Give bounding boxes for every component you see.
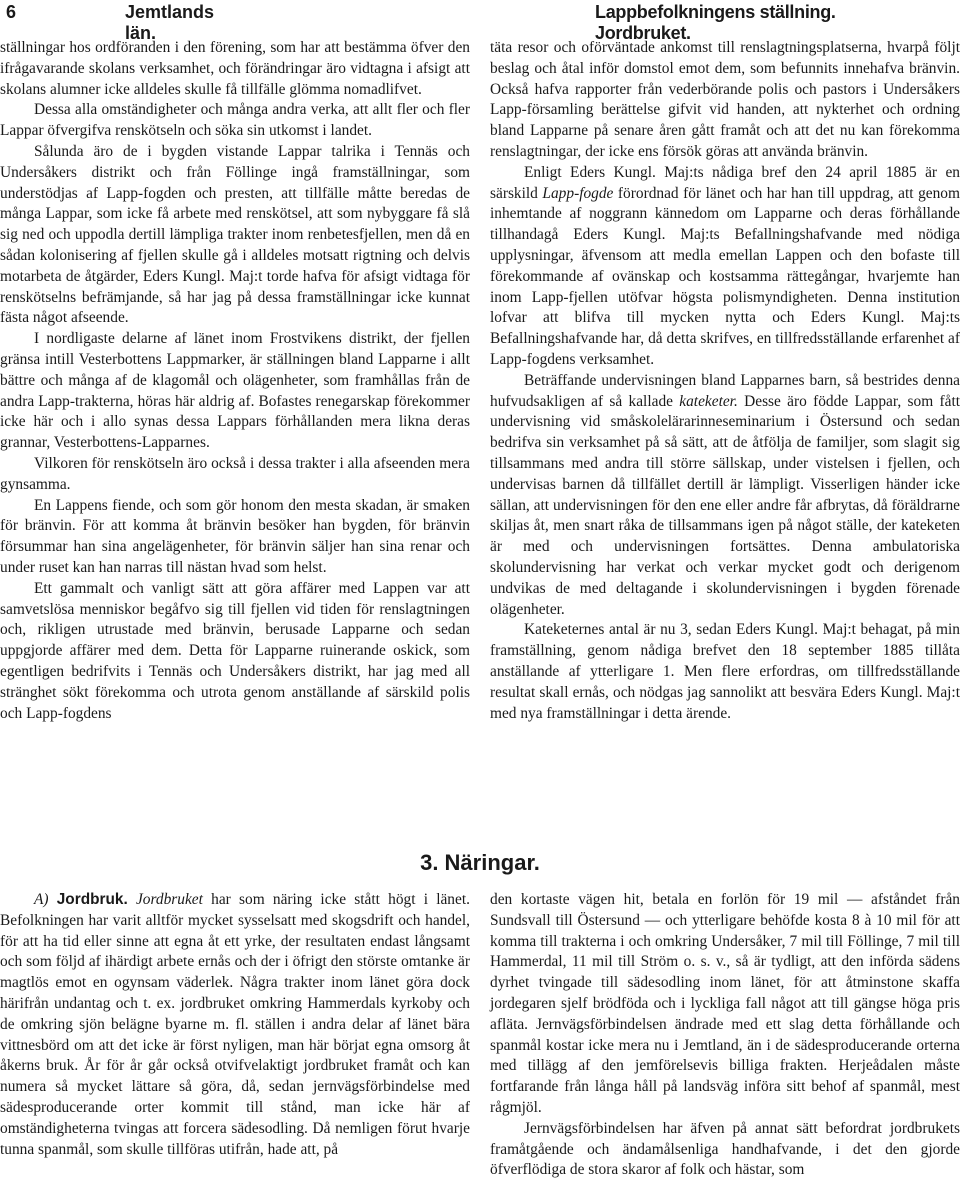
text-run: Beträffande undervisningen bland Lapparnes barn, så bestrides denna hufvudsakligen af så kallade (490, 371, 960, 410)
running-title-left: Jemtlands län. (125, 2, 215, 43)
text-run: har som näring icke stått högt i länet. Befolkningen har varit alltför mycket sysselsatt med skogsdrift och handel, för att ha tid eller sinne att egna åt ett yrke, der resultaten endast långsamt och som följd af ihärdigt arbete ernås och der i öfrigt den störste omtanke är magtlös emot en ogynsam väderlek. Några trakter inom länet göra dock härifrån undantag och t. ex. jordbruket omkring Hammerdals kyrkoby och de omkring sjön belägne byarne m. fl. ställen i andra delar af länet bära vittnesbörd om att det icke är först nyligen, man här börjat egna omsorg åt åkerns bruk. År för år går också otvifvelaktigt jordbruket framåt och kan numera så mycket lättare så göra, då, sedan jernvägsförbindelse med sädesproducerande orter kommit till stånd, man icke här af omständigheterna tvingas att forcera sädesodling. Då nemligen förut hvarje tunna spanmål, som skulle tillföras utifrån, hade att, på (0, 891, 470, 1158)
paragraph: Jernvägsförbindelsen har äfven på annat sätt befordrat jordbrukets framåtgående och ändamålsenliga handhafvande, i det den gjorde öfverflödiga de stora skaror af folk och hästar, som (490, 1119, 960, 1179)
paragraph: Sålunda äro de i bygden vistande Lappar talrika i Tennäs och Undersåkers distrikt och från Föllinge ingå framställningar, som understödjas af Lapp-fogden och presten, att tillfälle måtte beredas de många Lappar, som icke få arbete med renskötsel, att som nybyggare få slå sig ned och uppodla dertill lämpliga trakter inom renbetesfjellen, men då en sådan kolonisering af fjellen skulle gå i alldeles motsatt rigtning och delvis motarbeta de åtgärder, Eders Kungl. Maj:t torde hafva för afsigt vidtaga för renskötselns befrämjande, så har jag på dessa framställningar icke kunnat fästa något afseende. (0, 142, 470, 327)
paragraph: den kortaste vägen hit, betala en forlön för 19 mil — afståndet från Sundsvall till Östersund — och ytterligare behöfde kosta 8 à 10 mil för att komma till trakterna i och omkring Undersåker, 7 mil till Föllinge, 7 mil till Hammerdal, 11 mil till Ström o. s. v., så är tydligt, att den införda sädens dyrhet tvingade till sädesodling inom länet, för att åtminstone skaffa jordegaren sjelf brödföda och i lyckliga fall något att till gängse höga pris afläta. Jernvägsförbindelsen ändrade med ett slag detta förhållande och spanmål kostar icke mera nu i Jemtland, än i de sädesproducerande orterna med tillägg af den jemförelsevis billiga frakten. Herjeådalen måste fortfarande från långa håll på landsväg införa sitt behof af spanmål, mest rågmjöl. (490, 891, 960, 1116)
lower-right-column (490, 890, 960, 1181)
paragraph: täta resor och oförväntade ankomst till renslagtningsplatserna, hvarpå följt beslag och åtal inför domstol emot dem, som befunnits innehafva bränvin. Också hafva rapporter från vederbörande polis och pastors i Undersåkers Lapp-församling berättelse gifvit vid handen, att nykterhet och ordning bland Lapparne på senare åren gått framåt och att det nu kan förekomma renslagtningar, der icke ens försök göras att använda bränvin. (490, 39, 960, 160)
subsection-heading: Jordbruk. (56, 891, 128, 908)
paragraph (490, 163, 960, 371)
text-run: förordnad för länet och har han till uppdrag, att genom inhemtande af noggrann kännedom om Lapparne och deras förhållande tillhandagå Eders Kungl. Maj:ts Befallningshafvande med nödiga upplysningar, äfvensom att medla emellan Lappen och den bofaste till förekommande af ovänskap och kostsamma rättegångar, hvarjemte han inom Lapp-fjellen utöfvar högsta polismyndigheten. Denna institution lofvar att blifva till mycken nytta och Eders Kungl. Maj:ts Befallningshafvande har, då detta skrifves, en tillfredsställande erfarenhet af Lapp-fogdens verksamhet. (490, 184, 960, 368)
paragraph: Vilkoren för renskötseln äro också i dessa trakter i alla afseenden mera gynsamma. (0, 454, 470, 493)
paragraph: ställningar hos ordföranden i den förening, som har att bestämma öfver den ifrågavarande skolans verksamhet, och förändringar äro vidtagna i afsigt att skolans alumner icke alldeles skulle få tillfälle glömma nomadlifvet. (0, 39, 470, 98)
paragraph (0, 890, 470, 1160)
paragraph: Ett gammalt och vanligt sätt att göra affärer med Lappen var att samvetslösa menniskor begåfvo sig till fjellen vid tiden för renslagtningen och, rikligen utrustade med bränvin, berusade Lapparne och sedan uppgjorde affärer med dem. Detta för Lapparne ruinerande oskick, som egentligen bedrifvits i Tennäs och Undersåkers distrikt, har jag med all stränghet sökt förekomma och utrota genom anställande af särskild polis och Lapp-fogdens (0, 579, 470, 722)
subsection-label: A) (34, 891, 49, 908)
lower-left-column (0, 890, 470, 1160)
running-title-right: Lappbefolkningens ställning. Jordbruket. (595, 2, 836, 43)
section-title: 3. Näringar. (420, 850, 540, 875)
paragraph: Kateketernes antal är nu 3, sedan Eders Kungl. Maj:t behagat, på min framställning, genom nådiga brefvet den 18 september 1885 tillåta anställande af ytterligare 1. Men flere erfordras, om tillfredsställande resultat skall ernås, och nödgas jag sannolikt att besvära Eders Kungl. Maj:t med nya framställningar i detta ärende. (490, 621, 960, 722)
text-run: Enligt Eders Kungl. Maj:ts nådiga bref den 24 april 1885 är en särskild (490, 163, 960, 202)
emphasis: kateketer. (679, 392, 738, 410)
emphasis: Jordbruket (135, 891, 203, 908)
text-run: Desse äro födde Lappar, som fått undervisning vid småskolelärarinneseminarium i Östersund och sedan bedrifva sin verksamhet på så sätt, att de åtfölja de familjer, som slagit sig tillsammans med andra till större sällskap, under vistelsen i fjellen, och undervisas barnen då tillfället dertill är lämpligt. Visserligen händer icke sällan, att undervisningen för den ene eller andre får afbrytas, då föräldrarne skiljas åt, men snart råka de tillsammans igen på något ställe, der kateketen är med och undervisningen fortsättes. Denna ambulatoriska skolundervisning har verkat och verkar mycket godt och derigenom undvikas de med deltagande i skolundervisningen i bygden förenade olägenheter. (490, 392, 960, 618)
paragraph: Dessa alla omständigheter och många andra verka, att allt fler och fler Lappar öfvergifva renskötseln och söka sin utkomst i landet. (0, 101, 470, 140)
upper-left-column (0, 38, 470, 724)
paragraph (490, 371, 960, 621)
upper-right-column (490, 38, 960, 724)
paragraph: I nordligaste delarne af länet inom Frostvikens distrikt, der fjellen gränsa intill Vesterbottens Lappmarker, är ställningen bland Lapparne i allt bättre och många af de klagomål och olägenheter, som framhållas från de andra Lapp-trakterna, höras här aldrig af. Bofastes renegarskap förekommer icke här och i allo synas dessa Lappars förhållanden mera likna deras grannar, Vesterbottens-Lapparnes. (0, 330, 470, 452)
emphasis: Lapp-fogde (542, 184, 614, 202)
page-number: 6 (6, 2, 17, 22)
running-header (0, 0, 960, 43)
paragraph: En Lappens fiende, och som gör honom den mesta skadan, är smaken för bränvin. För att komma åt bränvin besöker han bygden, för bränvin försummar han sina angelägenheter, för bränvin säljer han sina renar och under ruset kan han narras till nästan hvad som helst. (0, 496, 470, 576)
